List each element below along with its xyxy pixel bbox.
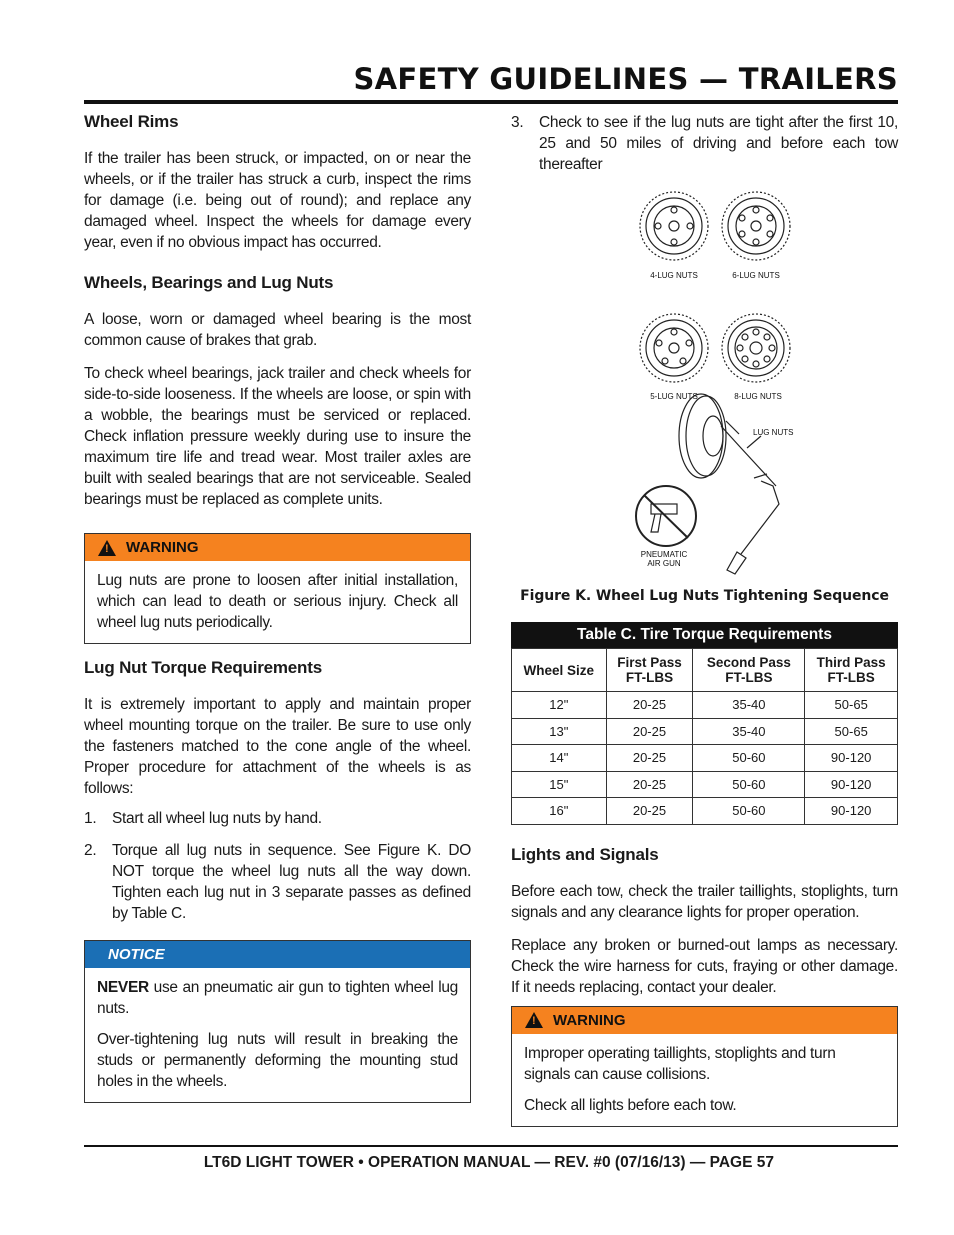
table-cell: 13" [512,718,607,745]
torque-text: It is extremely important to apply and maintain proper wheel mounting torque on the trailer. Be sure to use only the fasteners matched to the cone angle of the wheel. Proper procedure for attachment of the wheels is as follows: [84,696,471,797]
warning-box-lug-nuts [84,533,471,644]
bearings-heading: Wheels, Bearings and Lug Nuts [84,273,334,292]
notice-text-1 [97,977,458,1019]
title-rule [84,100,898,104]
page-footer: LT6D LIGHT TOWER • OPERATION MANUAL — REV. #0 (07/16/13) — PAGE 57 [203,1154,774,1171]
wheel-4-lug-icon [640,192,708,260]
bearings-text-1: A loose, worn or damaged wheel bearing is the most common cause of brakes that grab. [84,311,471,349]
figure-k [511,186,898,586]
no-air-gun-icon [636,486,696,546]
table-row [512,718,898,745]
wheel-rims-text: If the trailer has been struck, or impacted, on or near the wheels, or if the trailer has struck a curb, inspect the rims for damage (i.e. being out of round); and replace any damaged wheel. Inspect the wheels for damage every year, even if no obvious impact has occurred. [84,150,471,251]
table-cell: 20-25 [606,718,693,745]
step-text: Check to see if the lug nuts are tight after the first 10, 25 and 50 miles of driving and before each tow thereafter [539,114,898,173]
label-lug-nuts: LUG NUTS [753,428,794,437]
warning-box-lights [511,1006,898,1127]
footer-rule [84,1145,898,1147]
torque-steps-cont [511,112,898,175]
table-cell: 20-25 [606,745,693,772]
table-row [512,745,898,772]
table-cell: 12" [512,692,607,719]
wheel-5-lug-icon [640,314,708,382]
table-cell: 20-25 [606,692,693,719]
step-text: Start all wheel lug nuts by hand. [112,810,322,827]
label-4-lug: 4-LUG NUTS [650,271,698,280]
bearings-text-2: To check wheel bearings, jack trailer and check wheels for side-to-side looseness. If the wheels are loose, or spin with a wobble, the bearings must be serviced or replaced. Check inflation pressure weekly during use to insure the maximum tire life and tread wear. Most trailer axles are built with sealed bearings that are not serviceable. Sealed bearings must be replaced as complete units. [84,365,471,508]
header-unit: FT-LBS [625,670,674,685]
wheel-rims-heading: Wheel Rims [84,112,179,131]
warning-text-1: Improper operating taillights, stoplights and turn signals can cause collisions. [524,1044,836,1083]
step-1 [84,808,471,829]
table-cell: 90-120 [805,771,898,798]
table-cell: 35-40 [693,718,805,745]
left-column [84,112,471,1117]
notice-text-1-rest: use an pneumatic air gun to tighten wheel lug nuts. [97,979,458,1017]
warning-triangle-icon: ! [98,540,116,556]
notice-box [84,940,471,1103]
table-cell: 14" [512,745,607,772]
step-number: 3. [511,114,524,131]
step-number: 1. [84,810,97,827]
lug-nut-sequence-diagram [511,186,898,586]
header-text: Third Pass [816,655,886,670]
wheel-8-lug-icon [722,314,790,382]
table-row [512,798,898,825]
warning-label: WARNING [553,1011,626,1029]
header-unit: FT-LBS [725,670,773,685]
warning-text: Lug nuts are prone to loosen after initial installation, which can lead to death or serious injury. Check all wheel lug nuts periodically. [97,572,458,631]
torque-steps [84,808,471,924]
notice-text-2: Over-tightening lug nuts will result in breaking the studs or permanently deforming the mounting stud holes in the wheels. [97,1031,458,1090]
lights-heading: Lights and Signals [511,844,659,864]
step-text: Torque all lug nuts in sequence. See Figure K. DO NOT torque the wheel lug nuts all the way down. Tighten each lug nut in 3 separate passes as defined by Table C. [112,842,471,922]
table-cell: 50-60 [693,798,805,825]
warning-label: WARNING [126,539,199,556]
torque-table [511,622,898,825]
table-cell: 90-120 [805,745,898,772]
table-cell: 15" [512,771,607,798]
header-first-pass [606,649,693,692]
page-title: SAFETY GUIDELINES — TRAILERS [353,62,898,96]
label-8-lug: 8-LUG NUTS [734,392,782,401]
header-text: Second Pass [706,655,791,670]
warning-body [85,561,470,643]
wheel-6-lug-icon [722,192,790,260]
table-row [512,771,898,798]
table-caption: Table C. Tire Torque Requirements [511,622,898,648]
torque-wrench-icon [727,474,779,574]
table-cell: 50-60 [693,745,805,772]
right-column [511,112,898,1141]
notice-body [85,968,470,1102]
table-cell: 16" [512,798,607,825]
warning-header [85,534,470,561]
header-wheel-size [512,649,607,692]
header-unit: FT-LBS [827,670,875,685]
label-5-lug: 5-LUG NUTS [650,392,698,401]
figure-caption: Figure K. Wheel Lug Nuts Tightening Sequence [520,588,889,604]
label-air-gun: AIR GUN [647,559,681,568]
table-row [512,692,898,719]
table-cell: 90-120 [805,798,898,825]
table-cell: 20-25 [606,798,693,825]
notice-header: NOTICE [85,941,470,968]
table-header-row [512,649,898,692]
step-3 [511,112,898,175]
table-cell: 50-65 [805,692,898,719]
header-text: Wheel Size [523,662,595,678]
label-pneumatic: PNEUMATIC [640,550,688,559]
torque-heading: Lug Nut Torque Requirements [84,658,322,677]
table-cell: 50-65 [805,718,898,745]
header-second-pass [693,649,805,692]
header-third-pass [805,649,898,692]
table-cell: 35-40 [693,692,805,719]
step-2 [84,840,471,924]
warning-body [512,1034,897,1126]
warning-header [512,1007,897,1034]
tire-side-icon [679,394,776,486]
step-number: 2. [84,842,97,859]
lights-text-1: Before each tow, check the trailer taillights, stoplights, turn signals and any clearance lights for proper operation. [511,882,898,921]
table-cell: 20-25 [606,771,693,798]
notice-never: NEVER [97,979,149,996]
lights-text-2: Replace any broken or burned-out lamps as necessary. Check the wire harness for cuts, fraying or other damage. If it needs replacing, contact your dealer. [511,936,898,996]
table-cell: 50-60 [693,771,805,798]
warning-text-2: Check all lights before each tow. [524,1096,737,1114]
label-6-lug: 6-LUG NUTS [732,271,780,280]
warning-triangle-icon: ! [525,1012,543,1028]
header-text: First Pass [617,655,682,670]
